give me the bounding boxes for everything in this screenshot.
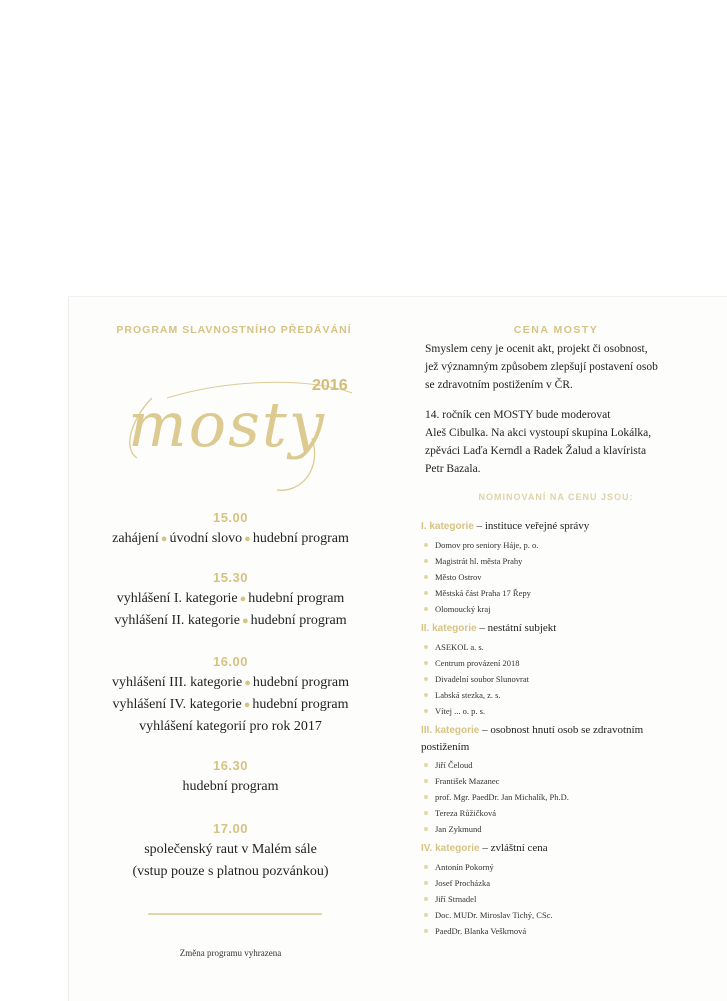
time-label: 16.30: [212, 758, 249, 773]
program-block-1: [68, 508, 393, 550]
logo-script-text: mosty: [128, 388, 326, 461]
cena-description: Smyslem ceny je ocenit akt, projekt či osobnost, jež významným způsobem zlepšují postavení osob se zdravotním postižením v ČR.: [425, 343, 658, 391]
list-item: Vítej ... o. p. s.: [421, 703, 721, 719]
bullet-icon: ●: [244, 533, 251, 545]
list-item: Josef Procházka: [421, 875, 721, 891]
list-item: Jiří Čeloud: [421, 757, 721, 773]
program-line: zahájení ● úvodní slovo ● hudební program: [112, 531, 349, 546]
list-item: Domov pro seniory Háje, p. o.: [421, 537, 721, 553]
program-block-2: [68, 568, 393, 632]
list-item: Divadelní soubor Slunovrat: [421, 671, 721, 687]
program-heading: PROGRAM SLAVNOSTNÍHO PŘEDÁVÁNÍ: [116, 324, 352, 336]
category-4: [421, 840, 721, 939]
list-item: Antonín Pokorný: [421, 859, 721, 875]
time-label: 17.00: [212, 821, 249, 836]
program-line: hudební program: [182, 779, 279, 794]
bullet-icon: ●: [243, 699, 251, 711]
list-item: PaedDr. Blanka Veškrnová: [421, 923, 721, 939]
category-heading: III. kategorie – osobnost hnutí osob se zdravotním postižením: [421, 724, 644, 753]
list-item: Magistrát hl. města Prahy: [421, 553, 721, 569]
bullet-icon: ●: [244, 677, 251, 689]
list-item: Tereza Růžičková: [421, 805, 721, 821]
category-heading: I. kategorie – instituce veřejné správy: [421, 520, 590, 532]
list-item: Centrum provázení 2018: [421, 655, 721, 671]
mosty-logo: [112, 358, 372, 498]
list-item: Labská stezka, z. s.: [421, 687, 721, 703]
category-heading: II. kategorie – nestátní subjekt: [421, 622, 557, 634]
divider: [148, 913, 322, 915]
program-line: vyhlášení II. kategorie ● hudební program: [114, 613, 347, 628]
nominated-heading: NOMINOVANÍ NA CENU JSOU:: [478, 492, 634, 502]
category-1: [421, 518, 721, 617]
cena-title: CENA MOSTY: [513, 324, 599, 336]
program-block-5: [68, 819, 393, 883]
program-block-3: [68, 652, 393, 738]
category-heading: IV. kategorie – zvláštní cena: [421, 842, 548, 854]
program-line: (vstup pouze s platnou pozvánkou): [132, 864, 329, 879]
list-item: Jiří Strnadel: [421, 891, 721, 907]
list-item: prof. Mgr. PaedDr. Jan Michalík, Ph.D.: [421, 789, 721, 805]
list-item: Doc. MUDr. Miroslav Tichý, CSc.: [421, 907, 721, 923]
category-3: [421, 722, 721, 837]
logo-year: 2016: [312, 377, 348, 394]
program-line: vyhlášení III. kategorie ● hudební program: [112, 675, 349, 690]
time-label: 15.30: [212, 570, 249, 585]
list-item: Jan Zykmund: [421, 821, 721, 837]
list-item: Město Ostrov: [421, 569, 721, 585]
list-item: Městská část Praha 17 Řepy: [421, 585, 721, 601]
program-block-4: [68, 756, 393, 798]
program-line: vyhlášení I. kategorie ● hudební program: [116, 591, 345, 606]
program-note: Změna programu vyhrazena: [179, 948, 282, 958]
bullet-icon: ●: [160, 533, 168, 545]
cena-moderator-info: 14. ročník cen MOSTY bude moderovat Aleš Cibulka. Na akci vystoupí skupina Lokálka, zpěváci Laďa Kerndl a Radek Žalud a klavírista Petr Bazala.: [425, 409, 652, 475]
bullet-icon: ●: [241, 615, 249, 627]
category-2: [421, 620, 721, 719]
list-item: Olomoucký kraj: [421, 601, 721, 617]
bullet-icon: ●: [239, 593, 247, 605]
program-line: vyhlášení kategorií pro rok 2017: [139, 719, 322, 734]
program-line: společenský raut v Malém sále: [144, 842, 317, 857]
program-line: vyhlášení IV. kategorie ● hudební program: [112, 697, 349, 712]
time-label: 15.00: [212, 510, 249, 525]
time-label: 16.00: [212, 654, 249, 669]
list-item: František Mazanec: [421, 773, 721, 789]
list-item: ASEKOL a. s.: [421, 639, 721, 655]
